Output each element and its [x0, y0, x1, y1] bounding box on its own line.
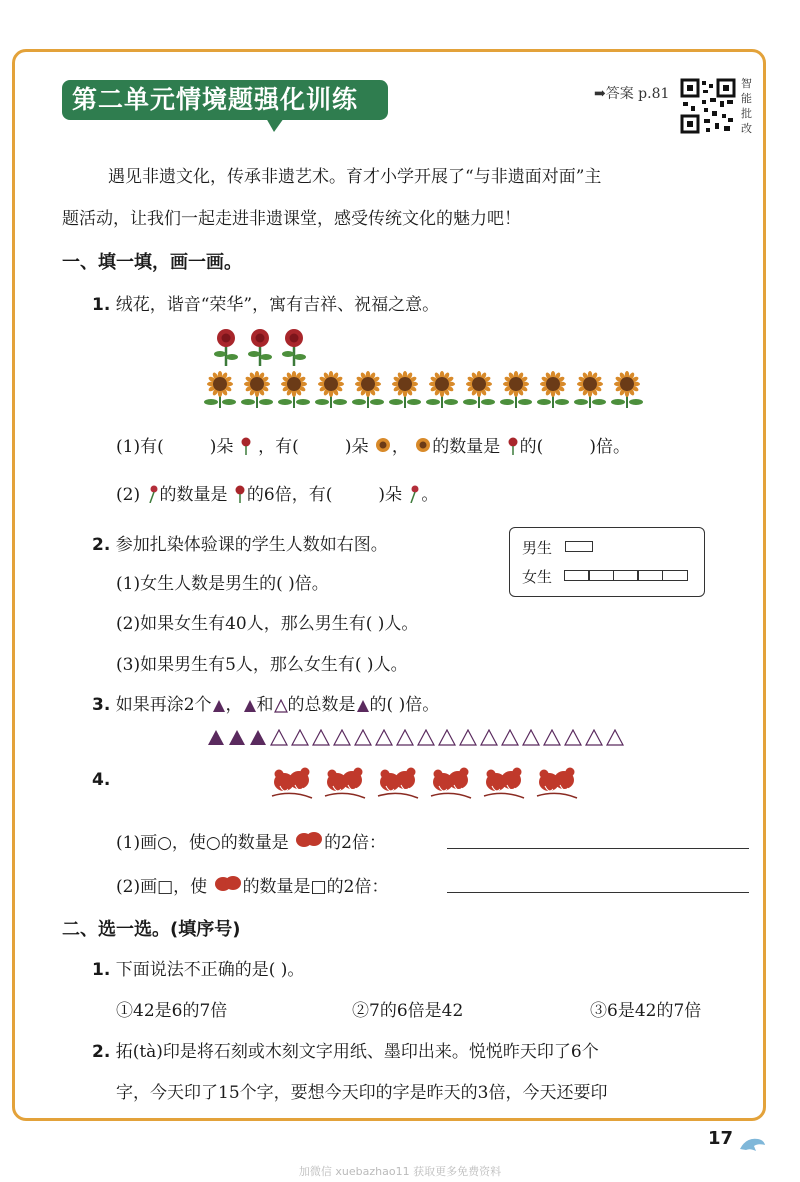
female-unit-segment	[637, 570, 663, 581]
section-1-heading: 一、填一填，画一画。	[62, 252, 242, 273]
q2-part2: (2)如果女生有40人，那么男生有( )人。	[116, 614, 419, 634]
empty-triangle-icon[interactable]	[375, 729, 393, 746]
sunflower-icon	[573, 370, 607, 408]
q4-part2: (2)画□，使 的数量是□的2倍：	[116, 872, 388, 897]
bird-icon	[323, 762, 367, 802]
filled-triangle-icon	[212, 699, 226, 713]
sunflower-icon	[499, 370, 533, 408]
title-banner-tail	[266, 118, 284, 132]
rose-icon	[280, 328, 308, 366]
q4-answer-line-2[interactable]	[447, 892, 749, 893]
s2-q2-line-2: 字，今天印了15个字，要想今天印的字是昨天的3倍，今天还要印	[116, 1083, 608, 1103]
empty-triangle-icon[interactable]	[522, 729, 540, 746]
empty-triangle-icon[interactable]	[564, 729, 582, 746]
rose-icon	[239, 437, 253, 455]
bird-icon	[213, 873, 243, 895]
rose-icon	[246, 328, 274, 366]
s2-q1-stem: 1. 下面说法不正确的是( )。	[92, 960, 305, 980]
sunflower-icon	[203, 370, 237, 408]
filled-triangle-icon	[207, 729, 225, 746]
intro-line-2: 题活动，让我们一起走进非遗课堂，感受传统文化的魅力吧！	[62, 209, 521, 229]
empty-triangle-icon[interactable]	[543, 729, 561, 746]
filled-triangle-icon	[356, 699, 370, 713]
section-2-heading: 二、选一选。(填序号)	[62, 919, 241, 940]
female-unit-segment	[662, 570, 688, 581]
qr-side-label: 智 能 批 改	[741, 77, 752, 135]
footer-watermark: 加微信 xuebazhao11 获取更多免费资料	[298, 1165, 502, 1178]
q2-part3: (3)如果男生有5人，那么女生有( )人。	[116, 655, 408, 675]
sunflower-icon	[414, 437, 432, 455]
answer-reference[interactable]: ➡答案 p.81	[594, 86, 670, 102]
sunflower-icon	[425, 370, 459, 408]
rose-row	[212, 328, 308, 366]
page-title: 第二单元情境题强化训练	[62, 80, 388, 120]
page-number: 17	[708, 1128, 734, 1149]
male-label: 男生	[522, 539, 553, 557]
q1-stem: 1. 绒花，谐音“荣华”，寓有吉祥、祝福之意。	[92, 295, 440, 315]
q2-part1: (1)女生人数是男生的( )倍。	[116, 574, 329, 594]
sunflower-icon	[462, 370, 496, 408]
empty-triangle-icon[interactable]	[501, 729, 519, 746]
s2-q1-option-2[interactable]: ②7的6倍是42	[352, 1001, 464, 1021]
sunflower-icon	[351, 370, 385, 408]
female-unit-segment	[564, 570, 590, 581]
bird-icon	[535, 762, 579, 802]
rose-icon	[233, 485, 247, 503]
rose-icon	[212, 328, 240, 366]
bird-icon	[429, 762, 473, 802]
bird-icon	[482, 762, 526, 802]
empty-triangle-icon[interactable]	[585, 729, 603, 746]
s2-q1-option-1[interactable]: ①42是6的7倍	[116, 1001, 228, 1021]
empty-triangle-icon[interactable]	[333, 729, 351, 746]
q1-part2: (2) 的数量是 的6倍，有( )朵 。	[116, 485, 439, 505]
filled-triangle-icon	[249, 729, 267, 746]
q4-part1: (1)画○，使○的数量是 的2倍：	[116, 828, 386, 853]
empty-triangle-icon[interactable]	[396, 729, 414, 746]
empty-triangle-icon[interactable]	[606, 729, 624, 746]
gender-ratio-diagram	[509, 527, 705, 597]
rose-icon	[506, 437, 520, 455]
triangle-row	[207, 729, 624, 746]
empty-triangle-icon[interactable]	[354, 729, 372, 746]
bird-icon	[270, 762, 314, 802]
single-flower-icon	[407, 485, 421, 503]
bird-icon	[294, 829, 324, 851]
dolphin-icon	[738, 1133, 766, 1155]
q4-number: 4.	[92, 770, 111, 790]
sunflower-icon	[277, 370, 311, 408]
sunflower-icon	[536, 370, 570, 408]
s2-q2-line-1: 2. 拓(tà)印是将石刻或木刻文字用纸、墨印出来。悦悦昨天印了6个	[92, 1042, 599, 1062]
intro-line-1: 遇见非遗文化，传承非遗艺术。育才小学开展了“与非遗面对面”主	[108, 167, 602, 187]
single-flower-icon	[146, 485, 160, 503]
female-unit-segment	[613, 570, 639, 581]
sunflower-icon	[610, 370, 644, 408]
q1-part1: (1)有( )朵 ，有( )朵 ， 的数量是 的( )倍。	[116, 437, 630, 457]
sunflower-icon	[240, 370, 274, 408]
empty-triangle-icon[interactable]	[438, 729, 456, 746]
q2-stem: 2. 参加扎染体验课的学生人数如右图。	[92, 535, 388, 555]
empty-triangle-icon[interactable]	[480, 729, 498, 746]
male-unit-bar	[565, 541, 593, 552]
filled-triangle-icon	[228, 729, 246, 746]
sunflower-icon	[388, 370, 422, 408]
empty-triangle-icon[interactable]	[417, 729, 435, 746]
sunflower-row	[203, 370, 644, 408]
female-unit-segment	[588, 570, 614, 581]
q3-stem: 3. 如果再涂2个 ， 和 的总数是 的( )倍。	[92, 695, 440, 715]
sunflower-icon	[314, 370, 348, 408]
empty-triangle-icon[interactable]	[270, 729, 288, 746]
sunflower-icon	[374, 437, 392, 455]
filled-triangle-icon	[243, 699, 257, 713]
s2-q1-option-3[interactable]: ③6是42的7倍	[590, 1001, 702, 1021]
empty-triangle-icon[interactable]	[312, 729, 330, 746]
female-unit-bar	[565, 570, 688, 581]
qr-code-icon[interactable]	[680, 78, 736, 134]
bird-row	[270, 762, 579, 802]
empty-triangle-icon[interactable]	[459, 729, 477, 746]
bird-icon	[376, 762, 420, 802]
female-label: 女生	[522, 568, 553, 586]
q4-answer-line-1[interactable]	[447, 848, 749, 849]
empty-triangle-icon[interactable]	[291, 729, 309, 746]
empty-triangle-icon	[274, 699, 288, 713]
